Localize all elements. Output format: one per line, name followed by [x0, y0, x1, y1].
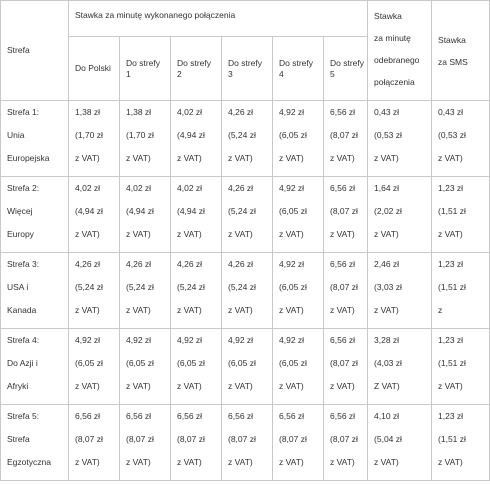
rate-cell — [171, 101, 222, 177]
rate-cell — [171, 405, 222, 481]
rate-cell — [432, 405, 490, 481]
gross-price-line: (8,07 zł — [228, 434, 256, 444]
sms-rate-header — [432, 1, 490, 101]
net-price: 1,23 zł — [438, 411, 464, 421]
zone-name-line: USA i — [7, 282, 29, 292]
gross-price-line: z VAT) — [279, 153, 304, 163]
rate-cell — [273, 253, 324, 329]
zone-header-label: Strefa — [7, 44, 30, 55]
gross-price-line: (6,05 zł — [228, 358, 256, 368]
zone-name-line: Strefa 4: — [7, 335, 40, 345]
gross-price-line: (5,24 zł — [228, 282, 256, 292]
gross-price-line: (5,24 zł — [228, 206, 256, 216]
rate-cell — [324, 253, 368, 329]
outgoing-column-header — [324, 37, 368, 101]
gross-price-line: z VAT) — [75, 457, 100, 467]
zone-cell — [1, 405, 69, 481]
gross-price-line: z VAT) — [279, 381, 304, 391]
gross-price-line: (8,07 zł — [330, 130, 358, 140]
outgoing-column-header-line: 4 — [279, 68, 284, 79]
gross-price-line: z VAT) — [330, 229, 355, 239]
rate-cell — [324, 101, 368, 177]
table-row — [1, 101, 490, 177]
outgoing-column-header-line: 2 — [177, 68, 182, 79]
gross-price-line: z — [438, 305, 443, 315]
gross-price-line: z VAT) — [438, 229, 463, 239]
outgoing-column-header-line: Do strefy — [330, 57, 365, 68]
outgoing-column-header-line: Do strefy — [177, 57, 212, 68]
rate-cell — [222, 405, 273, 481]
table-row — [1, 177, 490, 253]
net-price: 4,02 zł — [126, 183, 152, 193]
table-row — [1, 405, 490, 481]
gross-price-line: (6,05 zł — [75, 358, 103, 368]
zone-name-line: Strefa — [7, 434, 30, 444]
sms-header-line: Stawka — [438, 34, 466, 45]
outgoing-column-header-line: Do strefy — [126, 57, 161, 68]
zone-name-line: Unia — [7, 130, 25, 140]
table-row — [1, 329, 490, 405]
zone-name-line: Europy — [7, 229, 34, 239]
zone-name-line: Do Azji i — [7, 358, 38, 368]
gross-price-line: (4,94 zł — [177, 130, 205, 140]
net-price: 4,92 zł — [279, 259, 305, 269]
rate-cell — [120, 177, 171, 253]
gross-price-line: (0,53 zł — [374, 130, 402, 140]
gross-price-line: (8,07 zł — [75, 434, 103, 444]
net-price: 6,56 zł — [279, 411, 305, 421]
gross-price-line: z VAT) — [374, 305, 399, 315]
zone-name-line: Strefa 2: — [7, 183, 40, 193]
zone-cell — [1, 101, 69, 177]
incoming-header-line: odebranego — [374, 55, 420, 65]
gross-price-line: z VAT) — [228, 305, 253, 315]
gross-price-line: z VAT) — [177, 381, 202, 391]
outgoing-group-header — [69, 1, 368, 37]
incoming-header-line: za minutę — [374, 33, 411, 43]
gross-price-line: z VAT) — [330, 153, 355, 163]
rate-cell — [324, 177, 368, 253]
net-price: 6,56 zł — [330, 411, 356, 421]
net-price: 6,56 zł — [177, 411, 203, 421]
net-price: 0,43 zł — [438, 107, 464, 117]
net-price: 4,02 zł — [177, 107, 203, 117]
gross-price-line: z VAT) — [228, 381, 253, 391]
gross-price-line: (8,07 zł — [126, 434, 154, 444]
rates-body — [1, 101, 490, 481]
gross-price-line: (1,51 zł — [438, 434, 466, 444]
gross-price-line: z VAT) — [330, 305, 355, 315]
outgoing-column-header — [273, 37, 324, 101]
gross-price-line: (2,02 zł — [374, 206, 402, 216]
gross-price-line: z VAT) — [279, 457, 304, 467]
rate-cell — [432, 253, 490, 329]
rate-cell — [69, 405, 120, 481]
gross-price-line: z VAT) — [75, 153, 100, 163]
gross-price-line: (3,03 zł — [374, 282, 402, 292]
rate-cell — [171, 253, 222, 329]
net-price: 4,26 zł — [75, 259, 101, 269]
rate-cell — [120, 101, 171, 177]
net-price: 0,43 zł — [374, 107, 400, 117]
gross-price-line: z VAT) — [177, 305, 202, 315]
gross-price-line: z VAT) — [438, 381, 463, 391]
outgoing-column-header-line: Do strefy — [279, 57, 314, 68]
rate-cell — [171, 329, 222, 405]
net-price: 1,23 zł — [438, 335, 464, 345]
sms-header-line: za SMS — [438, 56, 468, 67]
net-price: 4,02 zł — [177, 183, 203, 193]
net-price: 4,26 zł — [228, 259, 254, 269]
gross-price-line: (8,07 zł — [330, 206, 358, 216]
gross-price-line: (4,94 zł — [177, 206, 205, 216]
rate-cell — [69, 329, 120, 405]
net-price: 1,38 zł — [126, 107, 152, 117]
zone-name-line: Strefa 3: — [7, 259, 40, 269]
gross-price-line: z VAT) — [279, 229, 304, 239]
gross-price-line: (4,03 zł — [374, 358, 402, 368]
zone-name-line: Strefa 5: — [7, 411, 40, 421]
gross-price-line: z VAT) — [75, 229, 100, 239]
gross-price-line: (1,70 zł — [75, 130, 103, 140]
outgoing-column-header — [69, 37, 120, 101]
outgoing-column-header-line: 1 — [126, 68, 131, 79]
net-price: 4,02 zł — [75, 183, 101, 193]
zone-name-line: Afryki — [7, 381, 29, 391]
net-price: 6,56 zł — [330, 107, 356, 117]
gross-price-line: z VAT) — [126, 229, 151, 239]
gross-price-line: z VAT) — [126, 457, 151, 467]
rate-cell — [120, 405, 171, 481]
rate-cell — [222, 101, 273, 177]
gross-price-line: z VAT) — [438, 457, 463, 467]
gross-price-line: (6,05 zł — [177, 358, 205, 368]
net-price: 4,92 zł — [75, 335, 101, 345]
rate-cell — [120, 253, 171, 329]
rate-cell — [432, 177, 490, 253]
rate-cell — [273, 101, 324, 177]
rate-cell — [120, 329, 171, 405]
gross-price-line: (6,05 zł — [279, 358, 307, 368]
gross-price-line: (1,51 zł — [438, 358, 466, 368]
zone-name-line: Więcej — [7, 206, 33, 216]
gross-price-line: Z VAT) — [374, 381, 400, 391]
net-price: 4,92 zł — [279, 107, 305, 117]
rate-cell — [368, 253, 432, 329]
zone-cell — [1, 329, 69, 405]
gross-price-line: z VAT) — [177, 229, 202, 239]
header-row-top — [1, 1, 490, 37]
rate-cell — [368, 101, 432, 177]
gross-price-line: (5,24 zł — [75, 282, 103, 292]
rate-cell — [222, 329, 273, 405]
zone-name-line: Strefa 1: — [7, 107, 40, 117]
net-price: 3,28 zł — [374, 335, 400, 345]
zone-name-line: Kanada — [7, 305, 37, 315]
gross-price-line: (6,05 zł — [279, 282, 307, 292]
gross-price-line: (8,07 zł — [330, 282, 358, 292]
net-price: 1,38 zł — [75, 107, 101, 117]
gross-price-line: z VAT) — [374, 153, 399, 163]
gross-price-line: z VAT) — [228, 153, 253, 163]
rate-cell — [368, 177, 432, 253]
rate-cell — [368, 329, 432, 405]
net-price: 1,23 zł — [438, 183, 464, 193]
rate-cell — [368, 405, 432, 481]
net-price: 4,92 zł — [228, 335, 254, 345]
incoming-header-line: Stawka — [374, 11, 402, 21]
gross-price-line: (6,05 zł — [279, 206, 307, 216]
zone-header — [1, 1, 69, 101]
gross-price-line: (6,05 zł — [279, 130, 307, 140]
rate-cell — [324, 405, 368, 481]
gross-price-line: z VAT) — [374, 457, 399, 467]
rate-cell — [273, 405, 324, 481]
gross-price-line: z VAT) — [126, 381, 151, 391]
net-price: 4,26 zł — [177, 259, 203, 269]
net-price: 6,56 zł — [330, 335, 356, 345]
rate-cell — [432, 101, 490, 177]
net-price: 6,56 zł — [330, 259, 356, 269]
net-price: 4,10 zł — [374, 411, 400, 421]
net-price: 1,23 zł — [438, 259, 464, 269]
gross-price-line: z VAT) — [228, 229, 253, 239]
gross-price-line: (6,05 zł — [126, 358, 154, 368]
net-price: 4,92 zł — [177, 335, 203, 345]
gross-price-line: (8,07 zł — [330, 434, 358, 444]
gross-price-line: z VAT) — [438, 153, 463, 163]
rate-cell — [273, 177, 324, 253]
gross-price-line: z VAT) — [126, 153, 151, 163]
gross-price-line: (4,94 zł — [126, 206, 154, 216]
table-row — [1, 253, 490, 329]
rate-cell — [69, 177, 120, 253]
gross-price-line: z VAT) — [75, 381, 100, 391]
rate-cell — [69, 101, 120, 177]
net-price: 1,64 zł — [374, 183, 400, 193]
outgoing-column-header — [171, 37, 222, 101]
outgoing-column-header-line: 3 — [228, 68, 233, 79]
net-price: 4,92 zł — [126, 335, 152, 345]
outgoing-column-header — [222, 37, 273, 101]
rate-cell — [432, 329, 490, 405]
incoming-rate-header — [368, 1, 432, 101]
rate-cell — [273, 329, 324, 405]
zone-name-line: Egzotyczna — [7, 457, 51, 467]
incoming-header-line: połączenia — [374, 77, 415, 87]
rate-cell — [222, 253, 273, 329]
zone-name-line: Europejska — [7, 153, 50, 163]
zone-cell — [1, 177, 69, 253]
gross-price-line: (5,24 zł — [126, 282, 154, 292]
net-price: 6,56 zł — [75, 411, 101, 421]
rate-cell — [69, 253, 120, 329]
gross-price-line: (4,94 zł — [75, 206, 103, 216]
gross-price-line: z VAT) — [177, 457, 202, 467]
gross-price-line: z VAT) — [279, 305, 304, 315]
gross-price-line: z VAT) — [330, 457, 355, 467]
gross-price-line: (5,04 zł — [374, 434, 402, 444]
gross-price-line: z VAT) — [75, 305, 100, 315]
gross-price-line: (1,51 zł — [438, 206, 466, 216]
net-price: 4,92 zł — [279, 335, 305, 345]
rate-cell — [324, 329, 368, 405]
net-price: 6,56 zł — [330, 183, 356, 193]
rate-cell — [171, 177, 222, 253]
outgoing-column-header-line: 5 — [330, 68, 335, 79]
gross-price-line: z VAT) — [374, 229, 399, 239]
net-price: 2,46 zł — [374, 259, 400, 269]
net-price: 4,26 zł — [228, 183, 254, 193]
outgoing-column-header-line: Do Polski — [75, 63, 111, 73]
gross-price-line: (1,70 zł — [126, 130, 154, 140]
net-price: 4,92 zł — [279, 183, 305, 193]
gross-price-line: z VAT) — [126, 305, 151, 315]
gross-price-line: (0,53 zł — [438, 130, 466, 140]
net-price: 6,56 zł — [228, 411, 254, 421]
gross-price-line: (1,51 zł — [438, 282, 466, 292]
gross-price-line: z VAT) — [330, 381, 355, 391]
net-price: 4,26 zł — [228, 107, 254, 117]
gross-price-line: (8,07 zł — [330, 358, 358, 368]
net-price: 6,56 zł — [126, 411, 152, 421]
gross-price-line: (8,07 zł — [177, 434, 205, 444]
outgoing-column-header-line: Do strefy — [228, 57, 263, 68]
gross-price-line: (5,24 zł — [177, 282, 205, 292]
gross-price-line: (8,07 zł — [279, 434, 307, 444]
outgoing-column-header — [120, 37, 171, 101]
zone-cell — [1, 253, 69, 329]
gross-price-line: (5,24 zł — [228, 130, 256, 140]
gross-price-line: z VAT) — [177, 153, 202, 163]
net-price: 4,26 zł — [126, 259, 152, 269]
rate-cell — [222, 177, 273, 253]
gross-price-line: z VAT) — [228, 457, 253, 467]
outgoing-group-label: Stawka za minutę wykonanego połączenia — [75, 10, 236, 20]
